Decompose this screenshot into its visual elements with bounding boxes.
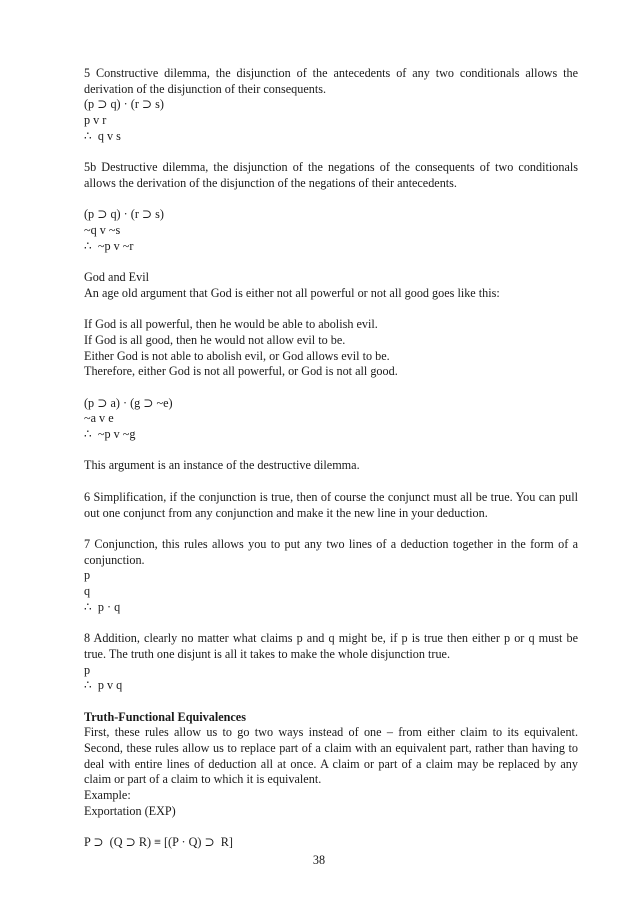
conjunction-line-3: ∴ p · q [84, 599, 121, 614]
god-evil-line-3: ∴ ~p v ~g [84, 427, 136, 442]
god-evil-conclusion: This argument is an instance of the destructive dilemma. [84, 458, 360, 473]
addition-line-2: ∴ p v q [84, 678, 123, 693]
equivalences-heading: Truth-Functional Equivalences [84, 709, 246, 724]
destructive-line-2: ~q v ~s [84, 223, 121, 237]
god-evil-intro: An age old argument that God is either not all powerful or not all good goes like this: [84, 285, 500, 300]
constructive-line-2: p v r [84, 113, 107, 128]
exportation-rule-name: Exportation (EXP) [84, 803, 176, 818]
god-evil-heading: God and Evil [84, 270, 149, 285]
constructive-line-1: (p ⊃ q) · (r ⊃ s) [84, 97, 164, 112]
god-evil-premise-4: Therefore, either God is not all powerful, or God is not all good. [84, 364, 398, 379]
equivalences-text: First, these rules allow us to go two ways instead of one – from either claim to its equivalent. Second, these rules allow us to replace part of a claim with an equivalent part, rather than having to deal with entire lines of deduction all at once. A claim or part of a claim may be replaced by any claim or part of a claim to which it is equivalent. [84, 725, 578, 787]
destructive-line-1: (p ⊃ q) · (r ⊃ s) [84, 207, 164, 222]
conjunction-line-2: q [84, 584, 91, 599]
god-evil-premise-3: Either God is not able to abolish evil, or God allows evil to be. [84, 348, 390, 363]
simplification-text: 6 Simplification, if the conjunction is true, then of course the conjunct must all be true. You can pull out one conjunct from any conjunction and make it the new line in your deduction. [84, 489, 578, 520]
exportation-formula: P ⊃ (Q ⊃ R) ≡ [(P · Q) ⊃ R] [84, 835, 233, 850]
page-number: 38 [312, 853, 326, 867]
document-page [84, 66, 578, 851]
god-evil-line-2: ~a v e [84, 411, 114, 426]
conjunction-text: 7 Conjunction, this rules allows you to put any two lines of a deduction together in the form of a conjunction. [84, 536, 578, 567]
constructive-dilemma-text: 5 Constructive dilemma, the disjunction of the antecedents of any two conditionals allows the derivation of the disjunction of their consequents. [84, 66, 578, 96]
god-evil-line-1: (p ⊃ a) · (g ⊃ ~e) [84, 395, 173, 410]
addition-text: 8 Addition, clearly no matter what claims p and q might be, if p is true then either p or q must be true. The truth one disjunt is all it takes to make the whole disjunction true. [84, 631, 578, 661]
constructive-line-3: ∴ q v s [84, 128, 121, 143]
conjunction-line-1: p [84, 568, 91, 583]
addition-line-1: p [84, 662, 91, 677]
destructive-dilemma-text: 5b Destructive dilemma, the disjunction of the negations of the consequents of two conditionals allows the derivation of the disjunction of the negations of their antecedents. [84, 160, 578, 190]
destructive-line-3: ∴ ~p v ~r [84, 238, 134, 253]
god-evil-premise-1: If God is all powerful, then he would be able to abolish evil. [84, 317, 378, 332]
example-label: Example: [84, 788, 131, 803]
god-evil-premise-2: If God is all good, then he would not allow evil to be. [84, 332, 346, 347]
